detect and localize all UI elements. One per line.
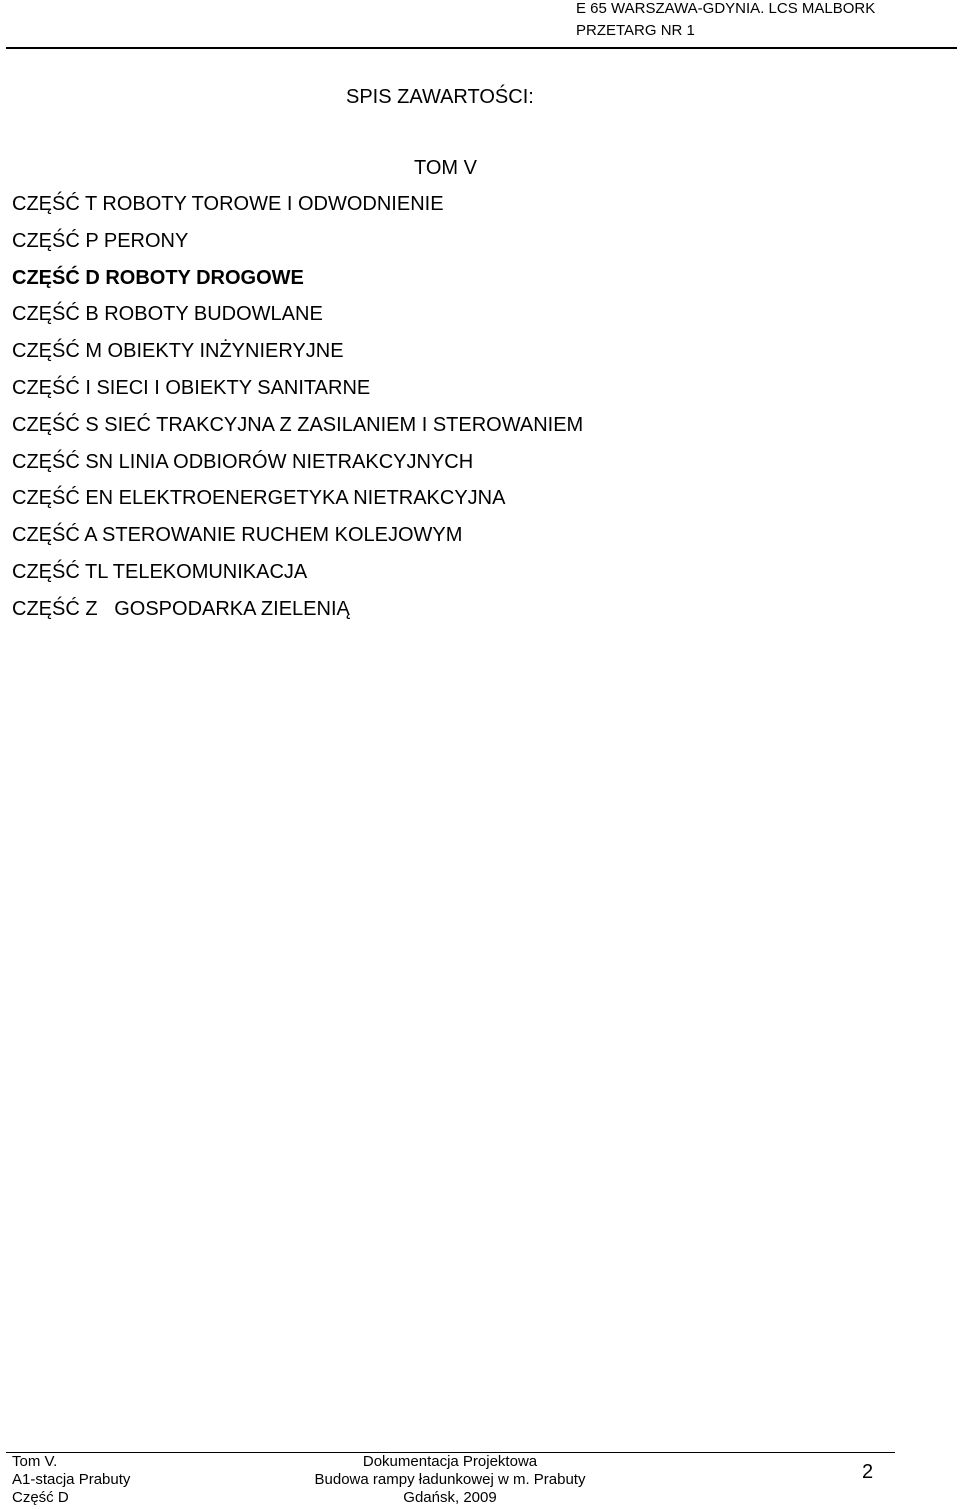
footer-place-date: Gdańsk, 2009 [403,1489,497,1506]
toc-item: CZĘŚĆ TL TELEKOMUNIKACJA [12,560,308,583]
page-number: 2 [862,1461,874,1483]
toc-item: CZĘŚĆ S SIEĆ TRAKCYJNA Z ZASILANIEM I STEROWANIEM [12,413,584,436]
toc-item: CZĘŚĆ T ROBOTY TOROWE I ODWODNIENIE [12,193,444,215]
header-divider [6,47,957,49]
toc-item: CZĘŚĆ B ROBOTY BUDOWLANE [12,303,323,326]
header-tender-number: PRZETARG NR 1 [576,22,695,39]
toc-item: CZĘŚĆ SN LINIA ODBIORÓW NIETRAKCYJNYCH [12,450,474,473]
footer-volume: Tom V. [12,1453,58,1470]
toc-item: CZĘŚĆ A STEROWANIE RUCHEM KOLEJOWYM [12,524,463,547]
toc-item: CZĘŚĆ I SIECI I OBIEKTY SANITARNE [12,376,371,399]
footer-project: Budowa rampy ładunkowej w m. Prabuty [314,1471,586,1488]
header-project-name: E 65 WARSZAWA-GDYNIA. LCS MALBORK [576,0,876,17]
volume-label: TOM V [414,157,477,179]
footer-station: A1-stacja Prabuty [12,1471,131,1488]
toc-item: CZĘŚĆ D ROBOTY DROGOWE [12,266,304,289]
toc-item: CZĘŚĆ M OBIEKTY INŻYNIERYJNE [12,340,344,363]
footer-doc-type: Dokumentacja Projektowa [362,1453,538,1470]
toc-list [12,192,583,634]
toc-item: CZĘŚĆ EN ELEKTROENERGETYKA NIETRAKCYJNA [12,487,506,510]
toc-item: CZĘŚĆ Z GOSPODARKA ZIELENIĄ [12,597,350,620]
footer-left [12,1453,130,1507]
footer-part: Część D [12,1489,69,1506]
toc-item: CZĘŚĆ P PERONY [12,229,189,252]
toc-title: SPIS ZAWARTOŚCI: [346,86,534,108]
